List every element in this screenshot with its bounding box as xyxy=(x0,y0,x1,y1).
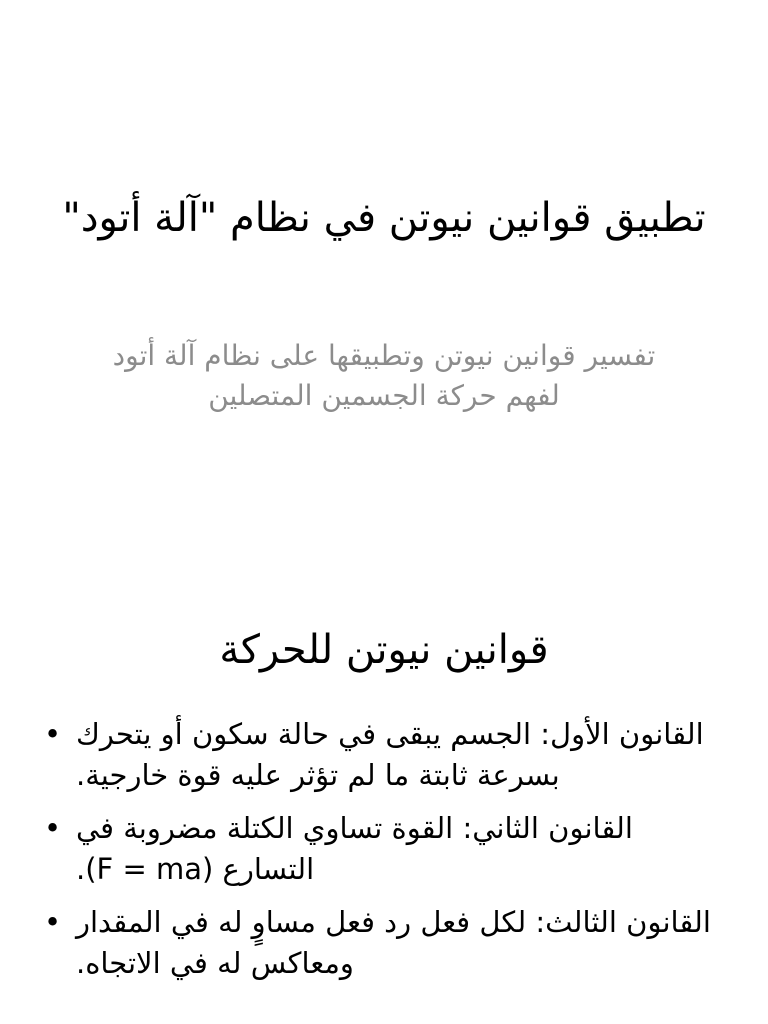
bullet-icon: • xyxy=(44,905,62,939)
bullet-list xyxy=(38,714,728,996)
slide-title: تطبيق قوانين نيوتن في نظام "آلة أتود" xyxy=(62,195,706,241)
list-item-text: القانون الأول: الجسم يبقى في حالة سكون أو يتحرك بسرعة ثابتة ما لم تؤثر عليه قوة خارجية. xyxy=(76,717,704,792)
content-slide xyxy=(0,576,768,1024)
list-item-text: القانون الثالث: لكل فعل رد فعل مساوٍ له في المقدار ومعاكس له في الاتجاه. xyxy=(76,905,711,980)
list-item xyxy=(38,902,728,984)
slide-heading: قوانين نيوتن للحركة xyxy=(219,627,549,673)
bullet-icon: • xyxy=(44,811,62,845)
bullet-icon: • xyxy=(44,717,62,751)
list-item xyxy=(38,714,728,796)
list-item xyxy=(38,808,728,890)
slide-subtitle: تفسير قوانين نيوتن وتطبيقها على نظام آلة أتود لفهم حركة الجسمين المتصلين xyxy=(112,339,656,412)
list-item-text: القانون الثاني: القوة تساوي الكتلة مضروبة في التسارع (F = ma). xyxy=(76,811,633,886)
